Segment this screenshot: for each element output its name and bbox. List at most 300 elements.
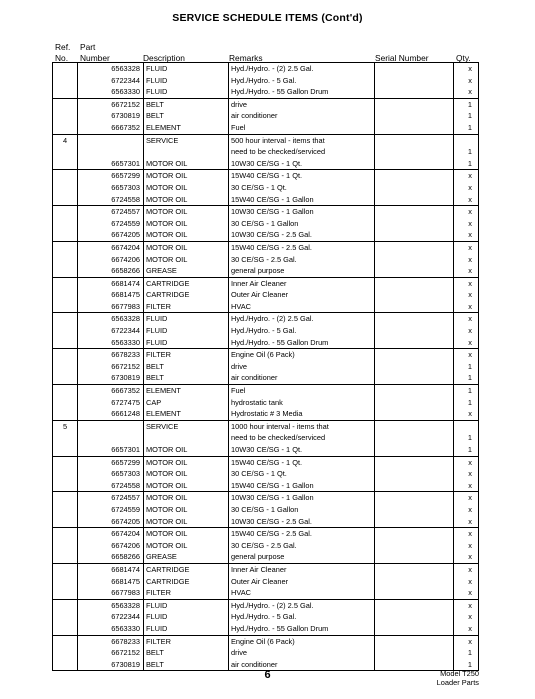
- description-cell: MOTOR OIL: [144, 241, 229, 253]
- remarks-cell: 15W40 CE/SG - 1 Gallon: [229, 194, 375, 206]
- table-row: [53, 504, 479, 516]
- remarks-cell: Outer Air Cleaner: [229, 289, 375, 301]
- description-cell: BELT: [144, 372, 229, 384]
- qty-cell: [454, 420, 479, 432]
- remarks-cell: Engine Oil (6 Pack): [229, 635, 375, 647]
- serial-number-cell: [375, 540, 454, 552]
- description-cell: ELEMENT: [144, 385, 229, 397]
- serial-number-cell: [375, 599, 454, 611]
- part-number-cell: 6724559: [78, 504, 144, 516]
- part-number-cell: 6722344: [78, 325, 144, 337]
- footer-line1: Model T250: [440, 669, 479, 678]
- part-number-cell: 6678233: [78, 635, 144, 647]
- serial-number-cell: [375, 647, 454, 659]
- qty-cell: x: [454, 456, 479, 468]
- table-row: [53, 408, 479, 420]
- ref-no-cell: 4: [53, 134, 78, 146]
- description-cell: BELT: [144, 647, 229, 659]
- ref-no-cell: [53, 289, 78, 301]
- serial-number-cell: [375, 241, 454, 253]
- serial-number-cell: [375, 325, 454, 337]
- qty-cell: 1: [454, 397, 479, 409]
- table-row: [53, 254, 479, 266]
- table-row: [53, 456, 479, 468]
- table-row: [53, 206, 479, 218]
- qty-cell: x: [454, 349, 479, 361]
- qty-cell: x: [454, 408, 479, 420]
- qty-cell: 1: [454, 444, 479, 456]
- serial-number-cell: [375, 504, 454, 516]
- description-cell: MOTOR OIL: [144, 492, 229, 504]
- ref-no-cell: [53, 86, 78, 98]
- description-cell: FILTER: [144, 587, 229, 599]
- header-part-line2: Number: [80, 53, 110, 63]
- remarks-cell: Hyd./Hydro. - 5 Gal.: [229, 325, 375, 337]
- description-cell: MOTOR OIL: [144, 170, 229, 182]
- ref-no-cell: [53, 277, 78, 289]
- table-row: [53, 75, 479, 87]
- part-number-cell: 6722344: [78, 75, 144, 87]
- qty-cell: 1: [454, 98, 479, 110]
- table-row: [53, 349, 479, 361]
- serial-number-cell: [375, 110, 454, 122]
- remarks-cell: air conditioner: [229, 659, 375, 671]
- description-cell: FLUID: [144, 611, 229, 623]
- description-cell: MOTOR OIL: [144, 504, 229, 516]
- serial-number-cell: [375, 576, 454, 588]
- remarks-cell: Hyd./Hydro. - 5 Gal.: [229, 75, 375, 87]
- part-number-cell: 6661248: [78, 408, 144, 420]
- table-row: [53, 122, 479, 134]
- part-number-cell: 6681474: [78, 563, 144, 575]
- header-remarks: Remarks: [229, 53, 263, 63]
- ref-no-cell: [53, 313, 78, 325]
- ref-no-cell: [53, 110, 78, 122]
- part-number-cell: 6563328: [78, 313, 144, 325]
- part-number-cell: 6677983: [78, 301, 144, 313]
- serial-number-cell: [375, 516, 454, 528]
- description-cell: CARTRIDGE: [144, 576, 229, 588]
- table-row: [53, 492, 479, 504]
- ref-no-cell: [53, 492, 78, 504]
- ref-no-cell: [53, 528, 78, 540]
- serial-number-cell: [375, 587, 454, 599]
- remarks-cell: 30 CE/SG - 1 Gallon: [229, 218, 375, 230]
- ref-no-cell: [53, 218, 78, 230]
- serial-number-cell: [375, 170, 454, 182]
- serial-number-cell: [375, 146, 454, 158]
- part-number-cell: 6563330: [78, 86, 144, 98]
- remarks-cell: 10W30 CE/SG - 2.5 Gal.: [229, 516, 375, 528]
- ref-no-cell: [53, 122, 78, 134]
- qty-cell: x: [454, 635, 479, 647]
- serial-number-cell: [375, 397, 454, 409]
- serial-number-cell: [375, 313, 454, 325]
- qty-cell: 1: [454, 158, 479, 170]
- remarks-cell: 15W40 CE/SG - 1 Qt.: [229, 456, 375, 468]
- serial-number-cell: [375, 289, 454, 301]
- ref-no-cell: [53, 325, 78, 337]
- part-number-cell: 6657301: [78, 444, 144, 456]
- table-row: [53, 110, 479, 122]
- part-number-cell: 6672152: [78, 98, 144, 110]
- table-row: [53, 229, 479, 241]
- ref-no-cell: [53, 385, 78, 397]
- description-cell: MOTOR OIL: [144, 206, 229, 218]
- ref-no-cell: [53, 98, 78, 110]
- part-number-cell: 6724559: [78, 218, 144, 230]
- remarks-cell: 15W40 CE/SG - 2.5 Gal.: [229, 241, 375, 253]
- part-number-cell: 6681475: [78, 576, 144, 588]
- part-number-cell: 6677983: [78, 587, 144, 599]
- description-cell: FLUID: [144, 325, 229, 337]
- qty-cell: x: [454, 551, 479, 563]
- qty-cell: x: [454, 540, 479, 552]
- remarks-cell: 10W30 CE/SG - 1 Gallon: [229, 492, 375, 504]
- table-row: [53, 182, 479, 194]
- remarks-cell: drive: [229, 98, 375, 110]
- ref-no-cell: [53, 444, 78, 456]
- table-row: [53, 528, 479, 540]
- serial-number-cell: [375, 349, 454, 361]
- remarks-cell: air conditioner: [229, 372, 375, 384]
- part-number-cell: 6563328: [78, 63, 144, 75]
- table-row: [53, 313, 479, 325]
- serial-number-cell: [375, 551, 454, 563]
- description-cell: SERVICE: [144, 134, 229, 146]
- ref-no-cell: [53, 63, 78, 75]
- part-number-cell: 6657301: [78, 158, 144, 170]
- ref-no-cell: [53, 587, 78, 599]
- qty-cell: x: [454, 337, 479, 349]
- ref-no-cell: [53, 182, 78, 194]
- table-row: [53, 480, 479, 492]
- ref-no-cell: [53, 635, 78, 647]
- serial-number-cell: [375, 134, 454, 146]
- qty-cell: x: [454, 75, 479, 87]
- table-row: [53, 241, 479, 253]
- serial-number-cell: [375, 444, 454, 456]
- remarks-cell: 500 hour interval - items that: [229, 134, 375, 146]
- remarks-cell: HVAC: [229, 301, 375, 313]
- remarks-cell: 10W30 CE/SG - 1 Gallon: [229, 206, 375, 218]
- remarks-cell: need to be checked/serviced: [229, 432, 375, 444]
- description-cell: BELT: [144, 98, 229, 110]
- part-number-cell: 6657299: [78, 456, 144, 468]
- footer-model: [437, 669, 479, 687]
- remarks-cell: Hydrostatic # 3 Media: [229, 408, 375, 420]
- description-cell: FLUID: [144, 623, 229, 635]
- ref-no-cell: [53, 265, 78, 277]
- description-cell: [144, 146, 229, 158]
- remarks-cell: general purpose: [229, 551, 375, 563]
- table-row: [53, 289, 479, 301]
- part-number-cell: 6667352: [78, 385, 144, 397]
- ref-no-cell: [53, 349, 78, 361]
- ref-no-cell: [53, 408, 78, 420]
- remarks-cell: need to be checked/serviced: [229, 146, 375, 158]
- description-cell: MOTOR OIL: [144, 194, 229, 206]
- part-number-cell: 6563328: [78, 599, 144, 611]
- part-number-cell: 6730819: [78, 659, 144, 671]
- description-cell: MOTOR OIL: [144, 540, 229, 552]
- table-row: [53, 372, 479, 384]
- description-cell: MOTOR OIL: [144, 158, 229, 170]
- serial-number-cell: [375, 385, 454, 397]
- description-cell: ELEMENT: [144, 408, 229, 420]
- serial-number-cell: [375, 480, 454, 492]
- remarks-cell: Fuel: [229, 385, 375, 397]
- description-cell: FLUID: [144, 75, 229, 87]
- table-row: [53, 265, 479, 277]
- qty-cell: x: [454, 218, 479, 230]
- remarks-cell: Inner Air Cleaner: [229, 563, 375, 575]
- table-row: [53, 277, 479, 289]
- description-cell: MOTOR OIL: [144, 516, 229, 528]
- serial-number-cell: [375, 456, 454, 468]
- serial-number-cell: [375, 254, 454, 266]
- serial-number-cell: [375, 206, 454, 218]
- serial-number-cell: [375, 265, 454, 277]
- part-number-cell: [78, 432, 144, 444]
- remarks-cell: Hyd./Hydro. - 55 Gallon Drum: [229, 623, 375, 635]
- remarks-cell: Hyd./Hydro. - 55 Gallon Drum: [229, 337, 375, 349]
- table-row: [53, 337, 479, 349]
- table-row: [53, 158, 479, 170]
- table-row: [53, 218, 479, 230]
- qty-cell: x: [454, 86, 479, 98]
- ref-no-cell: [53, 540, 78, 552]
- qty-cell: x: [454, 528, 479, 540]
- table-row: [53, 170, 479, 182]
- remarks-cell: hydrostatic tank: [229, 397, 375, 409]
- qty-cell: 1: [454, 110, 479, 122]
- ref-no-cell: [53, 516, 78, 528]
- qty-cell: x: [454, 325, 479, 337]
- description-cell: FLUID: [144, 63, 229, 75]
- description-cell: FLUID: [144, 599, 229, 611]
- serial-number-cell: [375, 122, 454, 134]
- description-cell: GREASE: [144, 551, 229, 563]
- header-qty: Qty.: [456, 53, 471, 63]
- header-ref: [55, 42, 70, 64]
- qty-cell: x: [454, 480, 479, 492]
- part-number-cell: 6681474: [78, 277, 144, 289]
- serial-number-cell: [375, 635, 454, 647]
- part-number-cell: 6657303: [78, 182, 144, 194]
- part-number-cell: 6674204: [78, 528, 144, 540]
- table-row: [53, 98, 479, 110]
- part-number-cell: 6724557: [78, 492, 144, 504]
- part-number-cell: [78, 420, 144, 432]
- serial-number-cell: [375, 420, 454, 432]
- qty-cell: [454, 134, 479, 146]
- qty-cell: x: [454, 170, 479, 182]
- remarks-cell: 30 CE/SG - 2.5 Gal.: [229, 540, 375, 552]
- header-part-line1: Part: [80, 42, 96, 52]
- part-number-cell: 6722344: [78, 611, 144, 623]
- part-number-cell: 6563330: [78, 623, 144, 635]
- table-row: [53, 146, 479, 158]
- ref-no-cell: [53, 372, 78, 384]
- part-number-cell: 6730819: [78, 110, 144, 122]
- description-cell: MOTOR OIL: [144, 456, 229, 468]
- remarks-cell: 15W40 CE/SG - 1 Gallon: [229, 480, 375, 492]
- ref-no-cell: [53, 623, 78, 635]
- qty-cell: x: [454, 289, 479, 301]
- qty-cell: 1: [454, 146, 479, 158]
- remarks-cell: 15W40 CE/SG - 1 Qt.: [229, 170, 375, 182]
- header-ref-line2: No.: [55, 53, 69, 63]
- qty-cell: x: [454, 254, 479, 266]
- description-cell: [144, 432, 229, 444]
- description-cell: FILTER: [144, 301, 229, 313]
- ref-no-cell: [53, 229, 78, 241]
- table-row: [53, 194, 479, 206]
- serial-number-cell: [375, 611, 454, 623]
- qty-cell: x: [454, 611, 479, 623]
- description-cell: FILTER: [144, 635, 229, 647]
- table-row: [53, 516, 479, 528]
- remarks-cell: general purpose: [229, 265, 375, 277]
- table-row: [53, 635, 479, 647]
- serial-number-cell: [375, 408, 454, 420]
- remarks-cell: Outer Air Cleaner: [229, 576, 375, 588]
- serial-number-cell: [375, 623, 454, 635]
- qty-cell: x: [454, 229, 479, 241]
- serial-number-cell: [375, 194, 454, 206]
- qty-cell: x: [454, 206, 479, 218]
- part-number-cell: 6674206: [78, 254, 144, 266]
- ref-no-cell: [53, 206, 78, 218]
- ref-no-cell: [53, 337, 78, 349]
- qty-cell: x: [454, 504, 479, 516]
- ref-no-cell: [53, 397, 78, 409]
- qty-cell: 1: [454, 659, 479, 671]
- page-title: SERVICE SCHEDULE ITEMS (Cont'd): [172, 12, 363, 24]
- part-number-cell: 6667352: [78, 122, 144, 134]
- serial-number-cell: [375, 528, 454, 540]
- remarks-cell: Inner Air Cleaner: [229, 277, 375, 289]
- description-cell: MOTOR OIL: [144, 528, 229, 540]
- footer-line2: Loader Parts: [436, 678, 479, 687]
- table-row: [53, 86, 479, 98]
- ref-no-cell: [53, 576, 78, 588]
- part-number-cell: 6674205: [78, 516, 144, 528]
- qty-cell: x: [454, 313, 479, 325]
- ref-no-cell: [53, 551, 78, 563]
- part-number-cell: 6658266: [78, 265, 144, 277]
- remarks-cell: Hyd./Hydro. - 55 Gallon Drum: [229, 86, 375, 98]
- table-body: [53, 63, 479, 671]
- description-cell: MOTOR OIL: [144, 468, 229, 480]
- table-row: [53, 563, 479, 575]
- ref-no-cell: [53, 170, 78, 182]
- serial-number-cell: [375, 563, 454, 575]
- table-row: [53, 325, 479, 337]
- serial-number-cell: [375, 361, 454, 373]
- description-cell: MOTOR OIL: [144, 444, 229, 456]
- part-number-cell: 6727475: [78, 397, 144, 409]
- part-number-cell: 6730819: [78, 372, 144, 384]
- remarks-cell: 30 CE/SG - 1 Gallon: [229, 504, 375, 516]
- remarks-cell: Hyd./Hydro. - (2) 2.5 Gal.: [229, 313, 375, 325]
- qty-cell: x: [454, 587, 479, 599]
- serial-number-cell: [375, 86, 454, 98]
- remarks-cell: drive: [229, 361, 375, 373]
- qty-cell: x: [454, 623, 479, 635]
- ref-no-cell: [53, 599, 78, 611]
- header-ref-line1: Ref.: [55, 42, 71, 52]
- serial-number-cell: [375, 301, 454, 313]
- qty-cell: 1: [454, 372, 479, 384]
- serial-number-cell: [375, 432, 454, 444]
- serial-number-cell: [375, 229, 454, 241]
- part-number-cell: 6678233: [78, 349, 144, 361]
- description-cell: GREASE: [144, 265, 229, 277]
- description-cell: MOTOR OIL: [144, 218, 229, 230]
- qty-cell: 1: [454, 122, 479, 134]
- remarks-cell: HVAC: [229, 587, 375, 599]
- remarks-cell: 30 CE/SG - 2.5 Gal.: [229, 254, 375, 266]
- description-cell: ELEMENT: [144, 122, 229, 134]
- remarks-cell: Fuel: [229, 122, 375, 134]
- ref-no-cell: [53, 241, 78, 253]
- table-row: [53, 599, 479, 611]
- ref-no-cell: [53, 504, 78, 516]
- ref-no-cell: 5: [53, 420, 78, 432]
- part-number-cell: 6657299: [78, 170, 144, 182]
- serial-number-cell: [375, 492, 454, 504]
- part-number-cell: 6674204: [78, 241, 144, 253]
- remarks-cell: 30 CE/SG - 1 Qt.: [229, 468, 375, 480]
- part-number-cell: 6724558: [78, 480, 144, 492]
- remarks-cell: 1000 hour interval - items that: [229, 420, 375, 432]
- ref-no-cell: [53, 254, 78, 266]
- remarks-cell: Hyd./Hydro. - 5 Gal.: [229, 611, 375, 623]
- remarks-cell: 10W30 CE/SG - 1 Qt.: [229, 158, 375, 170]
- description-cell: FILTER: [144, 349, 229, 361]
- description-cell: BELT: [144, 361, 229, 373]
- header-part: [80, 42, 110, 64]
- serial-number-cell: [375, 158, 454, 170]
- description-cell: MOTOR OIL: [144, 229, 229, 241]
- header-description: Description: [143, 53, 185, 63]
- table-row: [53, 576, 479, 588]
- table-row: [53, 385, 479, 397]
- qty-cell: x: [454, 563, 479, 575]
- table-row: [53, 468, 479, 480]
- table-row: [53, 301, 479, 313]
- part-number-cell: 6681475: [78, 289, 144, 301]
- remarks-cell: Hyd./Hydro. - (2) 2.5 Gal.: [229, 599, 375, 611]
- part-number-cell: 6672152: [78, 361, 144, 373]
- ref-no-cell: [53, 432, 78, 444]
- part-number-cell: 6657303: [78, 468, 144, 480]
- remarks-cell: air conditioner: [229, 110, 375, 122]
- qty-cell: 1: [454, 647, 479, 659]
- part-number-cell: [78, 146, 144, 158]
- part-number-cell: 6563330: [78, 337, 144, 349]
- table-row: [53, 63, 479, 75]
- description-cell: BELT: [144, 110, 229, 122]
- remarks-cell: Engine Oil (6 Pack): [229, 349, 375, 361]
- part-number-cell: 6672152: [78, 647, 144, 659]
- description-cell: CAP: [144, 397, 229, 409]
- table-row: [53, 611, 479, 623]
- table-row: [53, 432, 479, 444]
- ref-no-cell: [53, 647, 78, 659]
